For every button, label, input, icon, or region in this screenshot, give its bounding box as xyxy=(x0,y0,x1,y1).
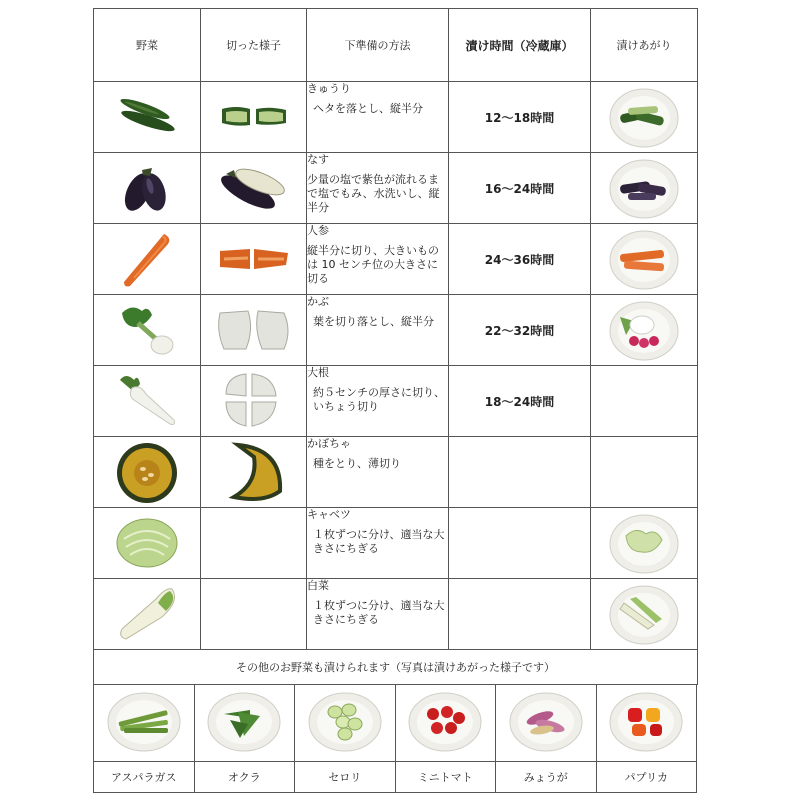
vegetable-photo-cell xyxy=(94,437,201,508)
prep-cell xyxy=(307,224,449,295)
vegetable-name: 人参 xyxy=(307,224,329,237)
prep-text: ヘタを落とし、縦半分 xyxy=(313,102,423,115)
celery-plate-icon xyxy=(305,688,385,754)
napa-cabbage-icon xyxy=(112,583,182,645)
cut-carrot-icon xyxy=(214,239,294,279)
eggplant-icon xyxy=(112,160,182,216)
vegetable-photo-cell xyxy=(94,366,201,437)
cut-cucumber-icon xyxy=(214,97,294,137)
time-cell: 16〜24時間 xyxy=(449,153,591,224)
vegetable-photo-cell xyxy=(94,153,201,224)
prep-cell xyxy=(307,82,449,153)
vegetable-name: キャベツ xyxy=(307,508,351,521)
time-cell: 24〜36時間 xyxy=(449,224,591,295)
other-labels-row xyxy=(94,762,697,793)
pickled-turnip-plate-icon xyxy=(606,297,682,363)
pickled-cabbage-plate-icon xyxy=(606,510,682,576)
cut-turnip-icon xyxy=(214,305,294,355)
header-vegetable: 野菜 xyxy=(94,9,201,82)
prep-text: 少量の塩で紫色が流れるまで塩でもみ、水洗いし、縦半分 xyxy=(307,173,440,214)
other-photo-cell xyxy=(395,685,496,762)
time-cell xyxy=(449,437,591,508)
vegetable-photo-cell xyxy=(94,82,201,153)
table-row xyxy=(94,224,698,295)
other-photo-cell xyxy=(94,685,195,762)
cut-photo-cell xyxy=(201,82,307,153)
cut-photo-cell xyxy=(201,366,307,437)
other-photos-row xyxy=(94,685,697,762)
header-cut: 切った様子 xyxy=(201,9,307,82)
prep-text: １枚ずつに分け、適当な大きさにちぎる xyxy=(313,528,445,555)
daikon-icon xyxy=(112,370,182,432)
prep-text: 種をとり、薄切り xyxy=(313,457,401,470)
table-row xyxy=(94,153,698,224)
pumpkin-icon xyxy=(111,439,183,505)
vegetable-name: 白菜 xyxy=(307,579,329,592)
cherry-tomato-plate-icon xyxy=(405,688,485,754)
result-photo-cell xyxy=(591,437,698,508)
turnip-icon xyxy=(112,299,182,361)
cut-photo-cell xyxy=(201,579,307,650)
other-vegetable-label: ミニトマト xyxy=(395,762,496,793)
prep-cell xyxy=(307,295,449,366)
table-row xyxy=(94,366,698,437)
other-vegetable-label: パプリカ xyxy=(596,762,697,793)
prep-text: 葉を切り落とし、縦半分 xyxy=(313,315,434,328)
prep-cell xyxy=(307,366,449,437)
prep-text: 約５センチの厚さに切り、いちょう切り xyxy=(313,386,445,413)
cut-photo-cell xyxy=(201,295,307,366)
cucumber-icon xyxy=(112,92,182,142)
pickling-guide xyxy=(93,8,697,793)
cut-pumpkin-icon xyxy=(214,439,294,505)
header-row xyxy=(94,9,698,82)
other-photo-cell xyxy=(596,685,697,762)
cabbage-icon xyxy=(112,515,182,571)
cut-photo-cell xyxy=(201,437,307,508)
prep-cell xyxy=(307,153,449,224)
table-row xyxy=(94,437,698,508)
vegetable-name: かぶ xyxy=(307,295,329,308)
time-cell xyxy=(449,508,591,579)
time-cell: 22〜32時間 xyxy=(449,295,591,366)
vegetable-name: なす xyxy=(307,153,329,166)
pickled-napa-cabbage-plate-icon xyxy=(606,581,682,647)
myoga-plate-icon xyxy=(506,688,586,754)
result-photo-cell xyxy=(591,366,698,437)
other-vegetable-label: セロリ xyxy=(295,762,396,793)
cut-photo-cell xyxy=(201,224,307,295)
header-prep: 下準備の方法 xyxy=(307,9,449,82)
vegetable-table xyxy=(93,8,698,685)
note-text: その他のお野菜も漬けられます（写真は漬けあがった様子です） xyxy=(94,650,698,685)
table-row xyxy=(94,508,698,579)
time-cell: 18〜24時間 xyxy=(449,366,591,437)
table-row xyxy=(94,82,698,153)
carrot-icon xyxy=(112,228,182,290)
vegetable-photo-cell xyxy=(94,579,201,650)
asparagus-plate-icon xyxy=(104,688,184,754)
table-row xyxy=(94,579,698,650)
cut-photo-cell xyxy=(201,508,307,579)
other-vegetable-label: オクラ xyxy=(194,762,295,793)
prep-text: １枚ずつに分け、適当な大きさにちぎる xyxy=(313,599,445,626)
pickled-carrot-plate-icon xyxy=(606,226,682,292)
cut-daikon-icon xyxy=(214,370,294,432)
vegetable-photo-cell xyxy=(94,508,201,579)
other-vegetable-label: アスパラガス xyxy=(94,762,195,793)
result-photo-cell xyxy=(591,579,698,650)
time-cell: 12〜18時間 xyxy=(449,82,591,153)
vegetable-photo-cell xyxy=(94,295,201,366)
vegetable-name: 大根 xyxy=(307,366,329,379)
prep-text: 縦半分に切り、大きいものは 10 センチ位の大きさに切る xyxy=(307,244,439,285)
prep-cell xyxy=(307,508,449,579)
table-row xyxy=(94,295,698,366)
result-photo-cell xyxy=(591,82,698,153)
paprika-plate-icon xyxy=(606,688,686,754)
result-photo-cell xyxy=(591,153,698,224)
header-time: 漬け時間（冷蔵庫） xyxy=(449,9,591,82)
header-result: 漬けあがり xyxy=(591,9,698,82)
pickled-eggplant-plate-icon xyxy=(606,155,682,221)
prep-cell xyxy=(307,579,449,650)
other-photo-cell xyxy=(295,685,396,762)
cut-eggplant-icon xyxy=(214,160,294,216)
cut-photo-cell xyxy=(201,153,307,224)
note-row xyxy=(94,650,698,685)
result-photo-cell xyxy=(591,295,698,366)
vegetable-name: かぼちゃ xyxy=(307,437,351,450)
result-photo-cell xyxy=(591,224,698,295)
time-cell xyxy=(449,579,591,650)
okra-plate-icon xyxy=(204,688,284,754)
other-vegetable-label: みょうが xyxy=(496,762,597,793)
vegetable-photo-cell xyxy=(94,224,201,295)
prep-cell xyxy=(307,437,449,508)
other-photo-cell xyxy=(496,685,597,762)
other-photo-cell xyxy=(194,685,295,762)
result-photo-cell xyxy=(591,508,698,579)
vegetable-name: きゅうり xyxy=(307,82,351,95)
other-vegetables-table xyxy=(93,684,697,793)
pickled-cucumber-plate-icon xyxy=(606,84,682,150)
